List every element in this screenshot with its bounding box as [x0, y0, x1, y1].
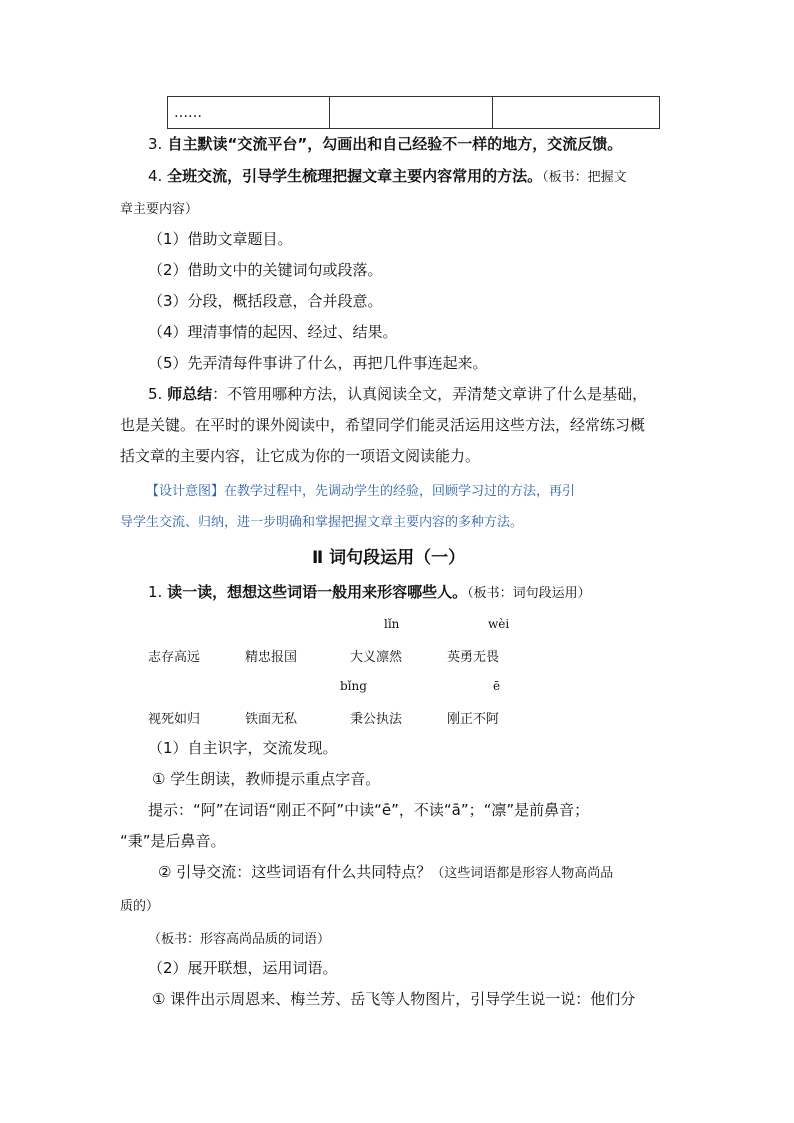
vocabulary-word: 英勇无畏 — [447, 650, 500, 665]
vocabulary-word: 大义凛然 — [350, 650, 403, 665]
step-subitem: ① 学生朗读，教师提示重点字音。 — [152, 770, 381, 788]
vocabulary-word: 志存高远 — [148, 650, 201, 665]
item-number: 4. — [148, 167, 163, 185]
method-item: （1）借助文章题目。 — [148, 230, 293, 248]
tip-line: “秉”是后鼻音。 — [120, 832, 226, 850]
item-number: 5. — [148, 385, 163, 403]
paragraph-line: 也是关键。在平时的课外阅读中，希望同学们能灵活运用这些方法，经常练习概 — [120, 416, 646, 434]
method-item: （4）理清事情的起因、经过、结果。 — [148, 323, 398, 341]
table-cell — [330, 97, 493, 129]
step-subitem: ① 课件出示周恩来、梅兰芳、岳飞等人物图片，引导学生说一说：他们分 — [152, 990, 636, 1008]
pinyin: lǐn — [384, 617, 400, 631]
table-row — [168, 97, 660, 129]
item-3 — [148, 134, 622, 154]
item-5 — [148, 384, 647, 404]
item-number: 1. — [148, 583, 163, 601]
tip-line: 提示：“阿”在词语“刚正不阿”中读“ē”，不读“ā”；“凛”是前鼻音； — [148, 801, 590, 819]
vocabulary-word: 视死如归 — [148, 712, 201, 727]
pinyin: ē — [493, 679, 501, 693]
method-item: （2）借助文中的关键词句或段落。 — [148, 261, 383, 279]
item-text: 全班交流，引导学生梳理把握文章主要内容常用的方法。 — [167, 167, 543, 185]
board-note: （板书：把握文 — [542, 170, 627, 185]
vocabulary-word: 刚正不阿 — [447, 712, 500, 727]
item-text: ：不管用哪种方法，认真阅读全文，弄清楚文章讲了什么是基础， — [212, 385, 648, 403]
vocabulary-word: 精忠报国 — [245, 650, 298, 665]
board-note-continued: 章主要内容） — [120, 202, 199, 217]
board-note: （板书：形容高尚品质的词语） — [148, 932, 331, 947]
item-number: 3. — [148, 135, 163, 153]
step-subitem — [158, 862, 613, 884]
table-cell — [493, 97, 660, 129]
section-title: Ⅱ 词句段运用（一） — [312, 548, 466, 568]
table-cell: …… — [168, 97, 330, 129]
step-text: ② 引导交流：这些词语有什么共同特点？ — [158, 863, 432, 881]
pinyin: bǐng — [340, 679, 367, 693]
answer-note-continued: 质的） — [120, 899, 160, 914]
vocabulary-word: 铁面无私 — [245, 712, 298, 727]
item-text: 读一读，想想这些词语一般用来形容哪些人。 — [167, 583, 468, 601]
step-item: （1）自主识字，交流发现。 — [148, 739, 338, 757]
method-item: （5）先弄清每件事讲了什么，再把几件事连起来。 — [148, 354, 488, 372]
item-label: 师总结 — [167, 385, 213, 403]
continuation-table — [167, 96, 660, 129]
board-note: （板书：词句段运用） — [467, 586, 591, 601]
vocabulary-word: 秉公执法 — [350, 712, 403, 727]
method-item: （3）分段，概括段意，合并段意。 — [148, 292, 383, 310]
pinyin: wèi — [488, 617, 510, 631]
paragraph-line: 括文章的主要内容，让它成为你的一项语文阅读能力。 — [120, 447, 481, 465]
question-1 — [148, 582, 591, 604]
design-intent-continued: 导学生交流、归纳，进一步明确和掌握把握文章主要内容的多种方法。 — [120, 515, 524, 530]
design-intent: 【设计意图】在教学过程中，先调动学生的经验，回顾学习过的方法，再引 — [146, 484, 576, 499]
item-4 — [148, 166, 627, 188]
answer-note: （这些词语都是形容人物高尚品 — [431, 866, 614, 881]
item-text: 自主默读“交流平台”，勾画出和自己经验不一样的地方，交流反馈。 — [167, 135, 623, 153]
step-item: （2）展开联想，运用词语。 — [148, 959, 338, 977]
